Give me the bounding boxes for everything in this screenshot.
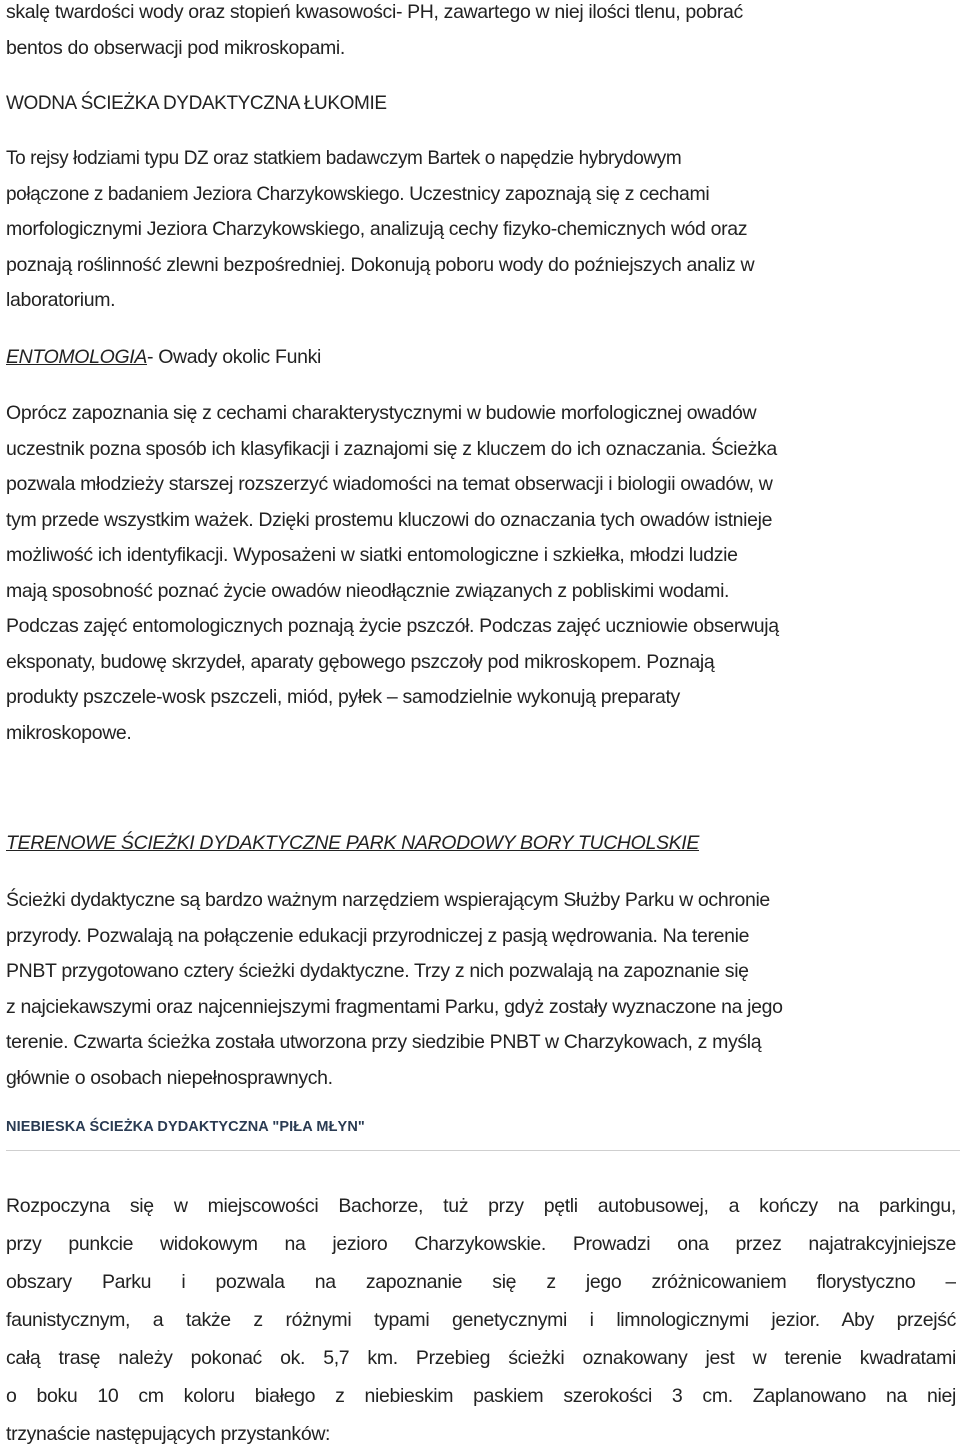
niebieska-line: Rozpoczyna się w miejscowości Bachorze, tuż przy pętli autobusowej, a kończy na parkingu, bbox=[6, 1195, 956, 1217]
entomologia-line: pozwala młodzieży starszej rozszerzyć wiadomości na temat obserwacji i biologii owadów, w bbox=[6, 473, 773, 495]
niebieska-line: o boku 10 cm koloru białego z niebieskim paskiem szerokości 3 cm. Zaplanowano na niej bbox=[6, 1385, 956, 1407]
entomologia-paragraph bbox=[6, 396, 956, 751]
wodna-line-2b: Uczestnicy zapoznają się z cechami bbox=[404, 182, 710, 205]
intro-line-2: bentos do obserwacji pod mikroskopami. bbox=[6, 36, 345, 59]
wodna-heading: WODNA ŚCIEŻKA DYDAKTYCZNA ŁUKOMIE bbox=[6, 93, 387, 114]
niebieska-line: trzynaście następujących przystanków: bbox=[6, 1423, 331, 1445]
niebieska-line: obszary Parku i pozwala na zapoznanie się z jego zróżnicowaniem florystyczno – bbox=[6, 1271, 956, 1293]
entomologia-heading-rest: - Owady okolic Funki bbox=[146, 346, 321, 368]
terenowe-heading: TERENOWE ŚCIEŻKI DYDAKTYCZNE PARK NARODOWY BORY TUCHOLSKIE bbox=[6, 832, 700, 854]
terenowe-line: przyrody. Pozwalają na połączenie edukacji przyrodniczej z pasją wędrowania. Na terenie bbox=[6, 924, 750, 947]
niebieska-line: całą trasę należy pokonać ok. 5,7 km. Przebieg ścieżki oznakowany jest w terenie kwadratami bbox=[6, 1347, 956, 1369]
entomologia-heading bbox=[6, 340, 956, 376]
entomologia-line: uczestnik pozna sposób ich klasyfikacji i zaznajomi się z kluczem do ich oznaczania. Ścieżka bbox=[6, 437, 777, 460]
entomologia-line: produkty pszczele-wosk pszczeli, miód, pyłek – samodzielnie wykonują preparaty bbox=[6, 686, 680, 708]
wodna-line-2a: połączone z badaniem Jeziora Charzykowskiego. bbox=[6, 183, 405, 205]
wodna-line-2 bbox=[6, 177, 956, 213]
entomologia-line: Oprócz zapoznania się z cechami charakterystycznymi w budowie morfologicznej owadów bbox=[6, 402, 757, 424]
entomologia-line: mają sposobność poznać życie owadów nieodłącznie związanych z pobliskimi wodami. bbox=[6, 579, 730, 602]
intro-paragraph bbox=[6, 0, 956, 66]
terenowe-line: terenie. Czwarta ścieżka została utworzona przy siedzibie PNBT w Charzykowach, z myślą bbox=[6, 1031, 762, 1053]
terenowe-line: PNBT przygotowano cztery ścieżki dydaktyczne. Trzy z nich pozwalają na zapoznanie się bbox=[6, 960, 749, 982]
entomologia-line: tym przede wszystkim ważek. Dzięki prostemu kluczowi do oznaczania tych owadów istnieje bbox=[6, 508, 773, 531]
niebieska-heading: NIEBIESKA ŚCIEŻKA DYDAKTYCZNA "PIŁA MŁYN" bbox=[6, 1119, 365, 1135]
wodna-line-4: poznają roślinność zlewni bezpośredniej. Dokonują poboru wody do poźniejszych analiz w bbox=[6, 253, 755, 276]
entomologia-line: mikroskopowe. bbox=[6, 721, 132, 744]
niebieska-paragraph bbox=[6, 1187, 956, 1453]
wodna-paragraph bbox=[6, 141, 956, 319]
entomologia-line: Podczas zajęć entomologicznych poznają życie pszczół. Podczas zajęć uczniowie obserwują bbox=[6, 615, 779, 637]
niebieska-line: przy punkcie widokowym na jezioro Charzykowskie. Prowadzi ona przez najatrakcyjniejsze bbox=[6, 1233, 956, 1255]
terenowe-paragraph bbox=[6, 883, 956, 1096]
entomologia-line: możliwość ich identyfikacji. Wyposażeni w siatki entomologiczne i szkiełka, młodzi ludzie bbox=[6, 544, 738, 566]
terenowe-line: Ścieżki dydaktyczne są bardzo ważnym narzędziem wspierającym Służby Parku w ochronie bbox=[6, 889, 770, 911]
terenowe-line: głównie o osobach niepełnosprawnych. bbox=[6, 1066, 333, 1089]
wodna-line-5: laboratorium. bbox=[6, 289, 116, 311]
section-divider bbox=[6, 1150, 960, 1151]
intro-line-1: skalę twardości wody oraz stopień kwasowości- PH, zawartego w niej ilości tlenu, pobrać bbox=[6, 1, 743, 23]
wodna-line-1: To rejsy łodziami typu DZ oraz statkiem badawczym Bartek o napędzie hybrydowym bbox=[6, 148, 682, 169]
entomologia-heading-italic: ENTOMOLOGIA bbox=[6, 346, 147, 368]
entomologia-line: eksponaty, budowę skrzydeł, aparaty gębowego pszczoły pod mikroskopem. Poznają bbox=[6, 650, 715, 673]
niebieska-line: faunistycznym, a także z różnymi typami genetycznymi i limnologicznymi jezior. Aby przejść bbox=[6, 1309, 956, 1331]
terenowe-line: z najciekawszymi oraz najcenniejszymi fragmentami Parku, gdyż zostały wyznaczone na jego bbox=[6, 995, 783, 1018]
wodna-line-3: morfologicznymi Jeziora Charzykowskiego, analizują cechy fizyko-chemicznych wód oraz bbox=[6, 218, 748, 240]
